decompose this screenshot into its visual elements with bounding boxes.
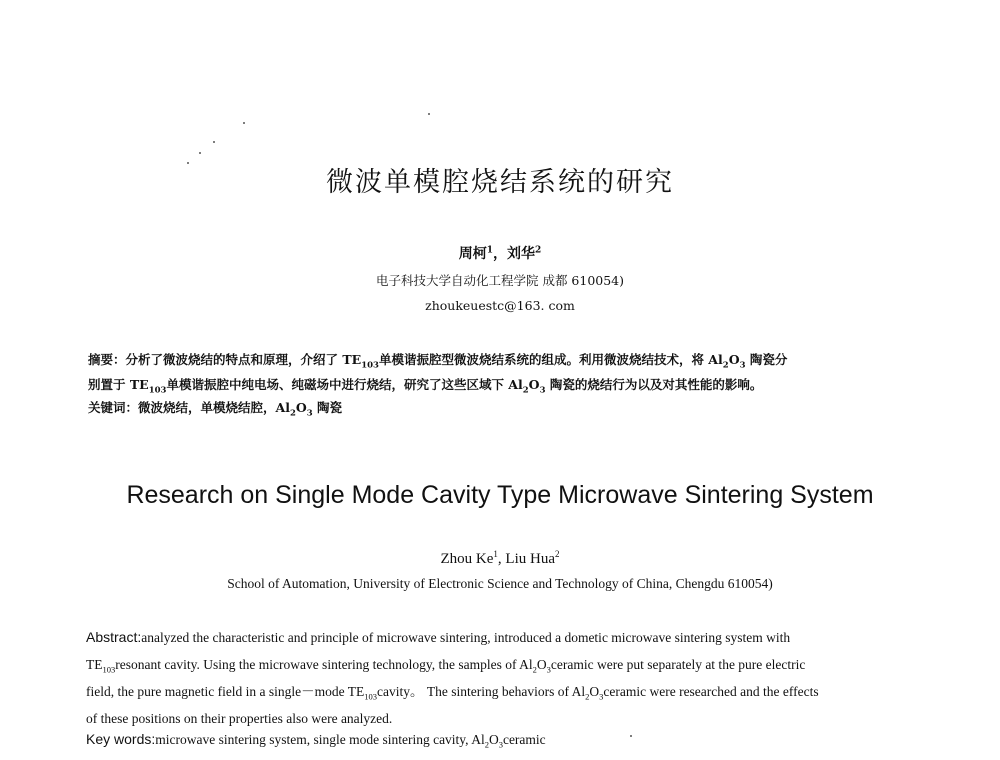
author-email-link[interactable]: zhoukeuestc@163. com: [425, 298, 575, 313]
text-run: O: [295, 400, 307, 415]
subscript: 3: [599, 691, 604, 702]
english-authors: [0, 551, 1000, 568]
text-run: field, the pure magnetic field in a single－mode TE: [86, 684, 365, 699]
author-separator: ，: [493, 246, 507, 262]
text-run: ceramic: [502, 732, 546, 747]
subscript: 3: [306, 408, 313, 419]
text-run: 单模谐振腔型微波烧结系统的组成。利用微波烧结技术，将 Al: [378, 352, 723, 367]
english-author-name: Liu Hua: [505, 551, 555, 567]
text-run: O: [728, 352, 740, 367]
subscript: 3: [539, 385, 546, 396]
text-run: O: [528, 377, 540, 392]
english-affiliation: School of Automation, University of Electronic Science and Technology of China, Chengdu 610054): [227, 576, 773, 591]
english-abstract-label: Abstract:: [86, 629, 142, 645]
text-run: O: [536, 657, 547, 672]
text-run: analyzed the characteristic and principle of microwave sintering, introduced a dometic microwave sintering system with: [141, 630, 791, 645]
chinese-keywords: [88, 398, 918, 419]
chinese-abstract-label: 摘要：: [88, 352, 126, 367]
chinese-abstract: [88, 347, 918, 397]
author-separator: ,: [497, 551, 506, 567]
subscript: 3: [498, 739, 503, 750]
scan-speck: [243, 122, 245, 124]
subscript: 103: [361, 360, 379, 371]
text-run: cavity。 The sintering behaviors of Al: [377, 684, 586, 699]
subscript: 2: [585, 691, 590, 702]
text-run: 陶瓷: [312, 400, 343, 415]
english-abstract-line: [86, 651, 916, 678]
chinese-author-name: 刘华: [507, 246, 535, 262]
scan-speck: [213, 141, 215, 143]
chinese-title: 微波单模腔烧结系统的研究: [326, 167, 674, 198]
text-run: resonant cavity. Using the microwave sintering technology, the samples of Al: [115, 657, 533, 672]
chinese-affiliation: 电子科技大学自动化工程学院 成都 610054): [375, 273, 625, 288]
english-abstract-line: [86, 678, 916, 705]
subscript: 2: [522, 385, 529, 396]
text-run: 陶瓷的烧结行为以及对其性能的影响。: [545, 377, 763, 392]
chinese-abstract-line: [88, 347, 918, 372]
chinese-author-name: 周柯: [458, 246, 487, 262]
text-run: 别置于 TE: [88, 377, 149, 392]
affiliation-marker: 1: [486, 245, 493, 256]
subscript: 103: [364, 691, 378, 702]
text-run: of these positions on their properties also were analyzed.: [86, 711, 393, 726]
english-title: Research on Single Mode Cavity Type Microwave Sintering System: [126, 481, 874, 509]
english-abstract-line: [86, 624, 916, 651]
text-run: 陶瓷分: [745, 352, 788, 367]
subscript: 3: [739, 360, 746, 371]
text-run: O: [488, 732, 499, 747]
scan-speck: [199, 152, 201, 154]
subscript: 2: [722, 360, 729, 371]
text-run: O: [589, 684, 600, 699]
affiliation-marker: 2: [554, 549, 560, 559]
affiliation-marker: 1: [493, 549, 498, 559]
english-abstract-line: [86, 705, 916, 732]
subscript: 2: [532, 664, 537, 675]
text-run: 微波烧结，单模烧结腔，Al: [138, 400, 290, 415]
chinese-authors: [0, 243, 1000, 263]
text-run: TE: [86, 657, 103, 672]
text-run: ceramic were researched and the effects: [603, 684, 819, 699]
text-run: ceramic were put separately at the pure electric: [550, 657, 806, 672]
english-abstract: [86, 624, 916, 732]
text-run: 分析了微波烧结的特点和原理，介绍了 TE: [125, 352, 362, 367]
text-run: 单模谐振腔中纯电场、纯磁场中进行烧结，研究了这些区域下 Al: [166, 377, 523, 392]
subscript: 2: [289, 408, 296, 419]
chinese-abstract-line: [88, 372, 918, 397]
subscript: 103: [102, 664, 116, 675]
english-author-name: Zhou Ke: [440, 551, 494, 567]
subscript: 2: [484, 739, 489, 750]
subscript: 3: [546, 664, 551, 675]
affiliation-marker: 2: [535, 245, 542, 256]
chinese-keywords-label: 关键词：: [88, 400, 139, 415]
subscript: 103: [148, 385, 167, 396]
english-keywords-label: Key words:: [86, 731, 156, 747]
scan-speck: [428, 113, 430, 115]
english-keywords: [86, 731, 916, 748]
text-run: microwave sintering system, single mode sintering cavity, Al: [155, 732, 485, 747]
